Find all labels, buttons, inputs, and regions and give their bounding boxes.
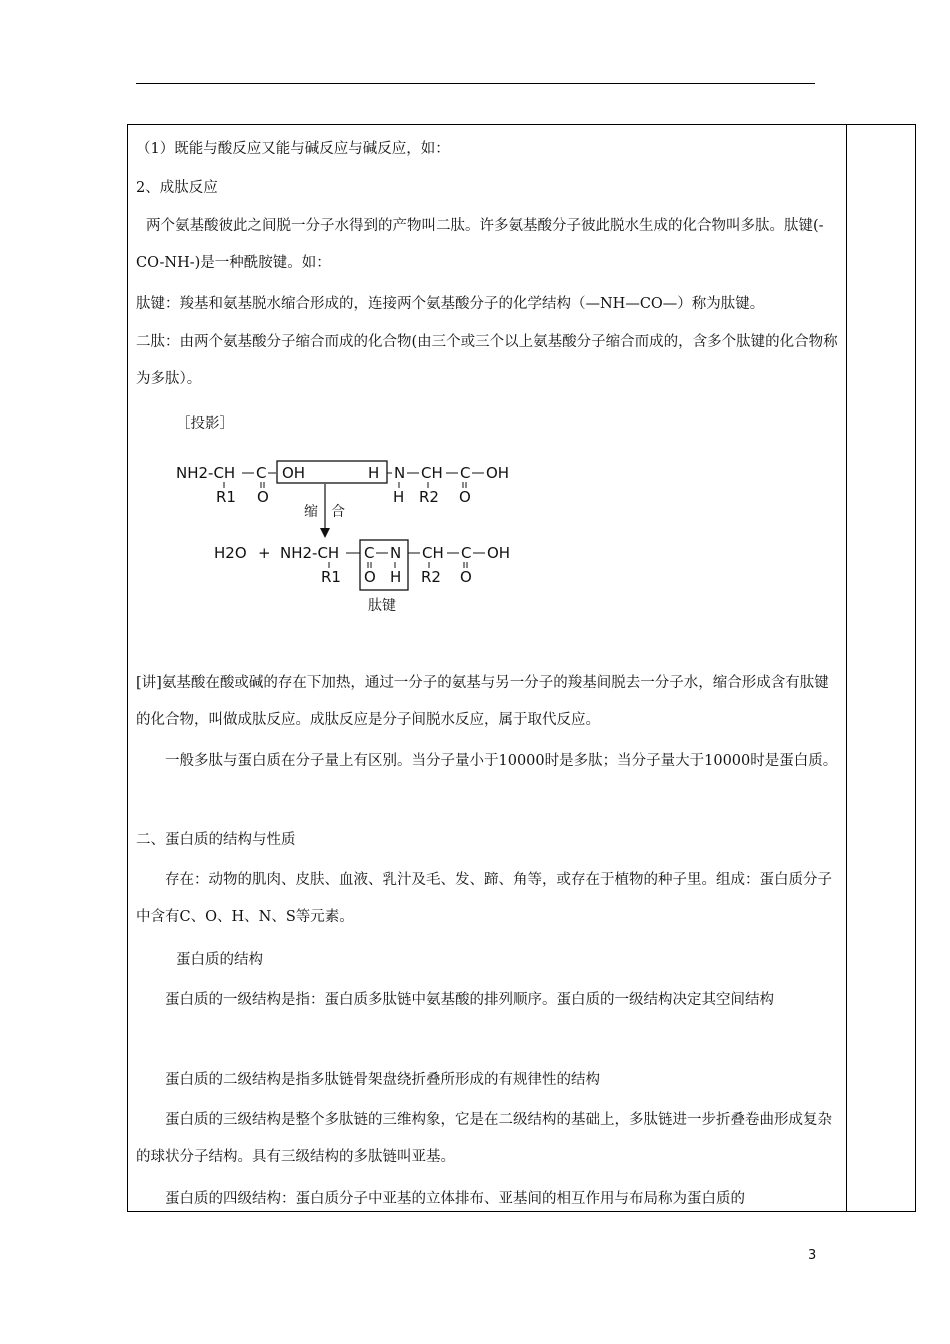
formula-text: O — [257, 488, 269, 506]
formula-text: R1 — [216, 488, 236, 506]
formula-text: N — [394, 464, 406, 482]
arrow-head-icon — [320, 528, 330, 538]
formula-text: O — [460, 568, 472, 586]
formula-text: C — [364, 544, 375, 562]
paragraph: 二肽：由两个氨基酸分子缩合而成的化合物(由三个或三个以上氨基酸分子缩合而成的，含多个肽键的化合物称为多肽）。 — [136, 334, 838, 387]
paragraph: 蛋白质的二级结构是指多肽链骨架盘绕折叠所形成的有规律性的结构 — [165, 1072, 600, 1088]
paragraph: [讲]氨基酸在酸或碱的存在下加热，通过一分子的氨基与另一分子的羧基间脱去一分子水，缩合形成含有肽键的化合物，叫做成肽反应。成肽反应是分子间脱水反应，属于取代反应。 — [136, 675, 829, 728]
formula-text: O — [459, 488, 471, 506]
subheading: 蛋白质的结构 — [176, 952, 263, 968]
paragraph: 蛋白质的四级结构：蛋白质分子中亚基的立体排布、亚基间的相互作用与布局称为蛋白质的 — [165, 1191, 745, 1207]
formula-text: OH — [487, 544, 511, 562]
formula-text: NH2-CH — [176, 464, 236, 482]
paragraph: 一般多肽与蛋白质在分子量上有区别。当分子量小于10000时是多肽；当分子量大于10000时是蛋白质。 — [165, 753, 838, 769]
column-divider — [846, 125, 847, 1211]
paragraph: ［投影］ — [176, 416, 234, 432]
formula-text: OH — [282, 464, 306, 482]
paragraph: 存在：动物的肌肉、皮肤、血液、乳汁及毛、发、蹄、角等，或存在于植物的种子里。组成：蛋白质分子中含有C、O、H、N、S等元素。 — [136, 872, 832, 925]
paragraph: 两个氨基酸彼此之间脱一分子水得到的产物叫二肽。许多氨基酸分子彼此脱水生成的化合物叫多肽。肽键(-CO-NH-)是一种酰胺键。如： — [136, 218, 824, 271]
page-number: 3 — [808, 1248, 817, 1263]
paragraph: 肽键：羧基和氨基脱水缩合形成的，连接两个氨基酸分子的化学结构（—NH—CO—）称为肽键。 — [136, 296, 765, 312]
paragraph: 蛋白质的三级结构是整个多肽链的三维构象，它是在二级结构的基础上，多肽链进一步折叠卷曲形成复杂的球状分子结构。具有三级结构的多肽链叫亚基。 — [136, 1112, 832, 1165]
formula-text: C — [460, 464, 471, 482]
section-heading: 二、蛋白质的结构与性质 — [136, 832, 296, 848]
formula-text: H — [393, 488, 405, 506]
paragraph: （1）既能与酸反应又能与碱反应与碱反应，如： — [136, 141, 450, 157]
paragraph: 2、成肽反应 — [136, 180, 218, 196]
paragraph: 蛋白质的一级结构是指：蛋白质多肽链中氨基酸的排列顺序。蛋白质的一级结构决定其空间结构 — [165, 992, 774, 1008]
formula-text: H2O — [214, 544, 247, 562]
formula-text: C — [461, 544, 472, 562]
formula-text: R2 — [421, 568, 441, 586]
formula-text: N — [390, 544, 402, 562]
peptide-bond-label: 肽键 — [368, 598, 396, 614]
formula-text: H — [368, 464, 380, 482]
formula-text: R2 — [419, 488, 439, 506]
formula-text: CH — [421, 464, 443, 482]
formula-text: CH — [422, 544, 444, 562]
formula-text: H — [390, 568, 402, 586]
formula-text: NH2-CH — [280, 544, 340, 562]
header-rule — [136, 83, 815, 84]
formula-text: + — [258, 544, 271, 562]
formula-text: OH — [486, 464, 510, 482]
formula-text: C — [256, 464, 267, 482]
arrow-label: 缩 — [304, 504, 318, 520]
arrow-label: 合 — [331, 504, 345, 520]
formula-text: R1 — [321, 568, 341, 586]
peptide-reaction-diagram — [176, 454, 556, 624]
formula-text: O — [364, 568, 376, 586]
